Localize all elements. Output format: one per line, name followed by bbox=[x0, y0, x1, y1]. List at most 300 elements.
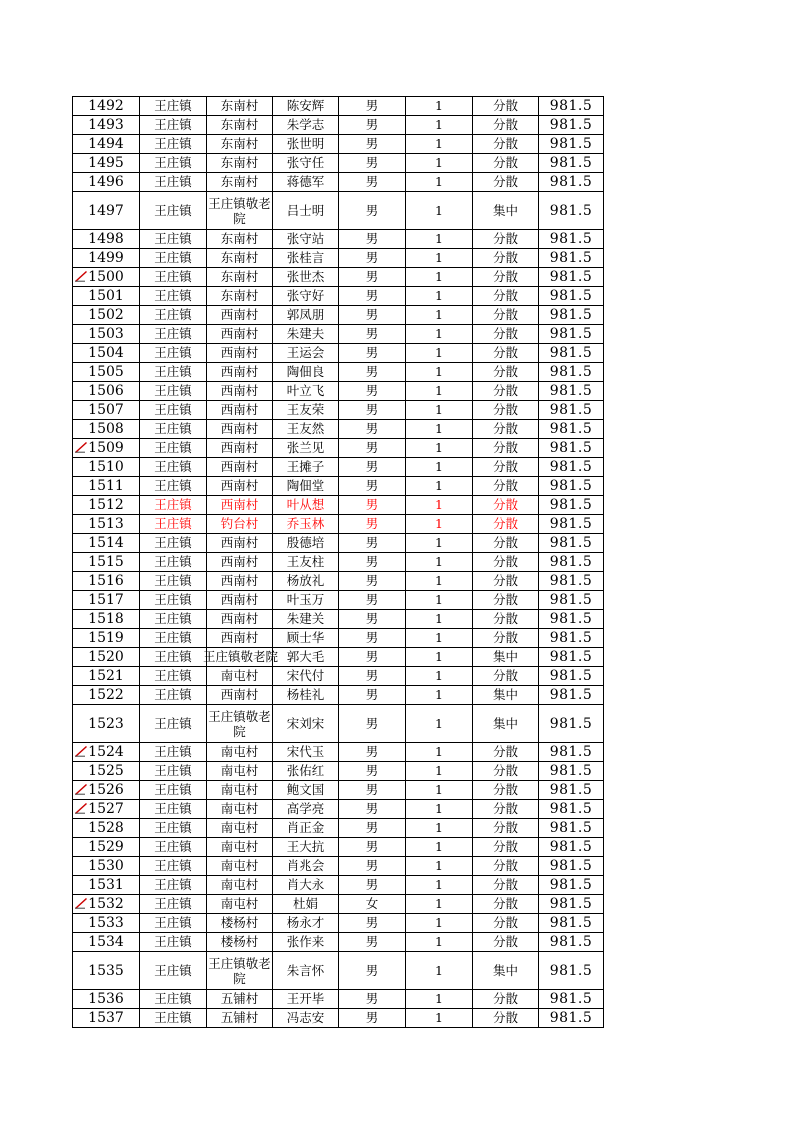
town-cell bbox=[140, 800, 207, 819]
town-text: 王庄镇 bbox=[154, 801, 192, 816]
amount-cell bbox=[539, 135, 604, 154]
gender-cell bbox=[339, 249, 406, 268]
gender-text: 男 bbox=[365, 915, 379, 930]
roster-table bbox=[72, 96, 604, 1028]
comment-marker-icon[interactable] bbox=[75, 442, 87, 453]
no-text: 1528 bbox=[88, 820, 124, 836]
name-text: 朱建关 bbox=[286, 611, 325, 626]
support-type-cell bbox=[473, 1009, 539, 1028]
gender-cell bbox=[339, 306, 406, 325]
amount-cell bbox=[539, 648, 604, 667]
table-row bbox=[73, 952, 604, 990]
gender-text: 男 bbox=[365, 497, 379, 512]
support-type-cell bbox=[473, 268, 539, 287]
town-text: 王庄镇 bbox=[154, 649, 192, 664]
name-text: 张佑红 bbox=[286, 763, 325, 778]
amount-cell bbox=[539, 610, 604, 629]
support-type-cell bbox=[473, 629, 539, 648]
no-text: 1531 bbox=[88, 877, 124, 893]
amount-cell bbox=[539, 363, 604, 382]
village-text: 西南村 bbox=[220, 630, 259, 645]
support-type-cell bbox=[473, 705, 539, 743]
town-cell bbox=[140, 363, 207, 382]
count-cell bbox=[406, 933, 473, 952]
name-cell bbox=[273, 952, 339, 990]
amount-text: 981.5 bbox=[549, 877, 593, 893]
gender-text: 男 bbox=[365, 630, 379, 645]
amount-cell bbox=[539, 876, 604, 895]
amount-text: 981.5 bbox=[549, 744, 593, 760]
gender-text: 男 bbox=[365, 174, 379, 189]
amount-text: 981.5 bbox=[549, 915, 593, 931]
count-cell bbox=[406, 287, 473, 306]
village-cell bbox=[207, 344, 273, 363]
town-text: 王庄镇 bbox=[154, 250, 192, 265]
gender-cell bbox=[339, 363, 406, 382]
type-text: 分散 bbox=[492, 516, 518, 531]
village-cell bbox=[207, 990, 273, 1009]
gender-text: 男 bbox=[365, 231, 379, 246]
no-text: 1501 bbox=[88, 288, 124, 304]
name-cell bbox=[273, 895, 339, 914]
support-type-cell bbox=[473, 781, 539, 800]
count-cell bbox=[406, 401, 473, 420]
type-text: 分散 bbox=[492, 896, 518, 911]
town-text: 王庄镇 bbox=[154, 307, 192, 322]
type-text: 分散 bbox=[492, 630, 518, 645]
name-text: 张桂言 bbox=[286, 250, 325, 265]
town-text: 王庄镇 bbox=[154, 782, 192, 797]
type-text: 分散 bbox=[492, 497, 518, 512]
amount-text: 981.5 bbox=[549, 345, 593, 361]
type-text: 分散 bbox=[492, 592, 518, 607]
name-cell bbox=[273, 116, 339, 135]
serial-number-cell bbox=[73, 439, 140, 458]
village-cell bbox=[207, 743, 273, 762]
no-text: 1514 bbox=[88, 535, 124, 551]
name-text: 冯志安 bbox=[286, 1010, 325, 1025]
support-type-cell bbox=[473, 363, 539, 382]
gender-text: 男 bbox=[365, 858, 379, 873]
no-text: 1535 bbox=[88, 962, 124, 979]
count-text: 1 bbox=[435, 668, 443, 683]
support-type-cell bbox=[473, 477, 539, 496]
amount-text: 981.5 bbox=[549, 269, 593, 285]
no-text: 1511 bbox=[88, 478, 124, 494]
name-cell bbox=[273, 287, 339, 306]
gender-text: 男 bbox=[365, 307, 379, 322]
town-text: 王庄镇 bbox=[154, 155, 192, 170]
name-text: 杨放礼 bbox=[286, 573, 325, 588]
support-type-cell bbox=[473, 838, 539, 857]
name-text: 鲍文国 bbox=[286, 782, 325, 797]
town-cell bbox=[140, 876, 207, 895]
town-text: 王庄镇 bbox=[154, 991, 192, 1006]
amount-cell bbox=[539, 97, 604, 116]
support-type-cell bbox=[473, 420, 539, 439]
count-cell bbox=[406, 515, 473, 534]
gender-text: 男 bbox=[365, 202, 379, 218]
name-text: 张世杰 bbox=[286, 269, 325, 284]
village-text: 西南村 bbox=[220, 326, 259, 341]
amount-cell bbox=[539, 496, 604, 515]
name-text: 宋刘宋 bbox=[286, 715, 325, 731]
gender-cell bbox=[339, 382, 406, 401]
town-cell bbox=[140, 344, 207, 363]
town-cell bbox=[140, 762, 207, 781]
town-text: 王庄镇 bbox=[154, 459, 192, 474]
no-text: 1525 bbox=[88, 763, 124, 779]
gender-text: 男 bbox=[365, 326, 379, 341]
amount-cell bbox=[539, 572, 604, 591]
gender-cell bbox=[339, 1009, 406, 1028]
no-text: 1509 bbox=[88, 440, 124, 456]
town-text: 王庄镇 bbox=[154, 231, 192, 246]
amount-text: 981.5 bbox=[549, 611, 593, 627]
count-text: 1 bbox=[435, 288, 443, 303]
town-text: 王庄镇 bbox=[154, 202, 192, 218]
table-row bbox=[73, 705, 604, 743]
count-text: 1 bbox=[435, 155, 443, 170]
count-cell bbox=[406, 990, 473, 1009]
name-text: 王友然 bbox=[286, 421, 325, 436]
count-text: 1 bbox=[435, 915, 443, 930]
name-cell bbox=[273, 800, 339, 819]
amount-cell bbox=[539, 819, 604, 838]
name-text: 吕士明 bbox=[286, 202, 325, 218]
name-cell bbox=[273, 553, 339, 572]
amount-text: 981.5 bbox=[549, 155, 593, 171]
count-text: 1 bbox=[435, 307, 443, 322]
serial-number-cell bbox=[73, 420, 140, 439]
town-cell bbox=[140, 325, 207, 344]
village-cell bbox=[207, 762, 273, 781]
village-text: 南屯村 bbox=[220, 668, 259, 683]
support-type-cell bbox=[473, 800, 539, 819]
gender-text: 男 bbox=[365, 839, 379, 854]
amount-cell bbox=[539, 306, 604, 325]
count-cell bbox=[406, 952, 473, 990]
town-text: 王庄镇 bbox=[154, 839, 192, 854]
count-text: 1 bbox=[435, 269, 443, 284]
town-text: 王庄镇 bbox=[154, 497, 192, 512]
town-cell bbox=[140, 857, 207, 876]
comment-marker-icon[interactable] bbox=[75, 271, 87, 282]
count-text: 1 bbox=[435, 1010, 443, 1025]
comment-marker-icon[interactable] bbox=[75, 898, 87, 909]
no-text: 1497 bbox=[88, 202, 124, 219]
count-cell bbox=[406, 135, 473, 154]
town-cell bbox=[140, 192, 207, 230]
name-text: 王摊子 bbox=[286, 459, 325, 474]
table-row bbox=[73, 477, 604, 496]
town-text: 王庄镇 bbox=[154, 877, 192, 892]
gender-cell bbox=[339, 914, 406, 933]
village-cell bbox=[207, 876, 273, 895]
amount-cell bbox=[539, 743, 604, 762]
serial-number-cell bbox=[73, 325, 140, 344]
table-row bbox=[73, 686, 604, 705]
name-cell bbox=[273, 857, 339, 876]
count-text: 1 bbox=[435, 592, 443, 607]
serial-number-cell bbox=[73, 97, 140, 116]
name-text: 宋代玉 bbox=[286, 744, 325, 759]
town-text: 王庄镇 bbox=[154, 288, 192, 303]
town-cell bbox=[140, 534, 207, 553]
support-type-cell bbox=[473, 401, 539, 420]
amount-text: 981.5 bbox=[549, 934, 593, 950]
gender-text: 男 bbox=[365, 877, 379, 892]
town-cell bbox=[140, 591, 207, 610]
amount-cell bbox=[539, 192, 604, 230]
no-text: 1537 bbox=[88, 1010, 124, 1026]
name-text: 肖兆会 bbox=[286, 858, 325, 873]
no-text: 1492 bbox=[88, 98, 124, 114]
gender-cell bbox=[339, 116, 406, 135]
amount-text: 981.5 bbox=[549, 440, 593, 456]
no-text: 1510 bbox=[88, 459, 124, 475]
amount-text: 981.5 bbox=[549, 478, 593, 494]
gender-cell bbox=[339, 173, 406, 192]
table-row bbox=[73, 249, 604, 268]
count-text: 1 bbox=[435, 573, 443, 588]
village-text: 东南村 bbox=[220, 288, 259, 303]
table-row bbox=[73, 287, 604, 306]
support-type-cell bbox=[473, 914, 539, 933]
table-row bbox=[73, 781, 604, 800]
count-cell bbox=[406, 914, 473, 933]
gender-text: 男 bbox=[365, 288, 379, 303]
no-text: 1502 bbox=[88, 307, 124, 323]
name-cell bbox=[273, 363, 339, 382]
gender-cell bbox=[339, 610, 406, 629]
amount-cell bbox=[539, 249, 604, 268]
no-text: 1517 bbox=[88, 592, 124, 608]
count-cell bbox=[406, 306, 473, 325]
count-text: 1 bbox=[435, 763, 443, 778]
name-text: 陶佃良 bbox=[286, 364, 325, 379]
no-text: 1532 bbox=[88, 896, 124, 912]
support-type-cell bbox=[473, 325, 539, 344]
name-text: 张守任 bbox=[286, 155, 325, 170]
name-cell bbox=[273, 344, 339, 363]
village-text: 西南村 bbox=[220, 345, 259, 360]
table-row bbox=[73, 515, 604, 534]
no-text: 1507 bbox=[88, 402, 124, 418]
no-text: 1523 bbox=[88, 715, 124, 732]
amount-text: 981.5 bbox=[549, 535, 593, 551]
amount-cell bbox=[539, 477, 604, 496]
gender-text: 男 bbox=[365, 668, 379, 683]
count-text: 1 bbox=[435, 962, 443, 978]
table-row bbox=[73, 572, 604, 591]
town-cell bbox=[140, 287, 207, 306]
count-cell bbox=[406, 325, 473, 344]
town-cell bbox=[140, 382, 207, 401]
serial-number-cell bbox=[73, 838, 140, 857]
type-text: 分散 bbox=[492, 858, 518, 873]
type-text: 集中 bbox=[492, 649, 518, 664]
village-text: 南屯村 bbox=[220, 763, 259, 778]
table-row bbox=[73, 173, 604, 192]
type-text: 分散 bbox=[492, 573, 518, 588]
count-text: 1 bbox=[435, 715, 443, 731]
table-row bbox=[73, 401, 604, 420]
village-cell bbox=[207, 933, 273, 952]
village-text: 西南村 bbox=[220, 497, 259, 512]
type-text: 分散 bbox=[492, 934, 518, 949]
table-row bbox=[73, 534, 604, 553]
amount-text: 981.5 bbox=[549, 307, 593, 323]
support-type-cell bbox=[473, 287, 539, 306]
gender-text: 男 bbox=[365, 155, 379, 170]
town-cell bbox=[140, 895, 207, 914]
count-cell bbox=[406, 781, 473, 800]
village-cell bbox=[207, 496, 273, 515]
village-text: 东南村 bbox=[220, 174, 259, 189]
serial-number-cell bbox=[73, 1009, 140, 1028]
town-cell bbox=[140, 515, 207, 534]
gender-text: 男 bbox=[365, 98, 379, 113]
village-text: 东南村 bbox=[220, 98, 259, 113]
serial-number-cell bbox=[73, 914, 140, 933]
support-type-cell bbox=[473, 439, 539, 458]
amount-cell bbox=[539, 781, 604, 800]
serial-number-cell bbox=[73, 135, 140, 154]
amount-text: 981.5 bbox=[549, 896, 593, 912]
amount-cell bbox=[539, 515, 604, 534]
serial-number-cell bbox=[73, 477, 140, 496]
table-row bbox=[73, 610, 604, 629]
no-text: 1529 bbox=[88, 839, 124, 855]
town-cell bbox=[140, 154, 207, 173]
gender-text: 男 bbox=[365, 934, 379, 949]
table-row bbox=[73, 648, 604, 667]
village-text: 南屯村 bbox=[220, 839, 259, 854]
name-cell bbox=[273, 268, 339, 287]
town-cell bbox=[140, 819, 207, 838]
count-text: 1 bbox=[435, 326, 443, 341]
gender-text: 男 bbox=[365, 554, 379, 569]
gender-cell bbox=[339, 477, 406, 496]
name-text: 陶佃堂 bbox=[286, 478, 325, 493]
town-text: 王庄镇 bbox=[154, 820, 192, 835]
count-text: 1 bbox=[435, 440, 443, 455]
gender-cell bbox=[339, 667, 406, 686]
comment-marker-icon[interactable] bbox=[75, 803, 87, 814]
town-cell bbox=[140, 477, 207, 496]
village-cell bbox=[207, 838, 273, 857]
count-cell bbox=[406, 534, 473, 553]
town-text: 王庄镇 bbox=[154, 1010, 192, 1025]
support-type-cell bbox=[473, 458, 539, 477]
support-type-cell bbox=[473, 572, 539, 591]
support-type-cell bbox=[473, 192, 539, 230]
type-text: 分散 bbox=[492, 307, 518, 322]
type-text: 分散 bbox=[492, 801, 518, 816]
no-text: 1498 bbox=[88, 231, 124, 247]
serial-number-cell bbox=[73, 648, 140, 667]
town-text: 王庄镇 bbox=[154, 383, 192, 398]
town-text: 王庄镇 bbox=[154, 630, 192, 645]
no-text: 1533 bbox=[88, 915, 124, 931]
gender-cell bbox=[339, 648, 406, 667]
town-cell bbox=[140, 268, 207, 287]
amount-text: 981.5 bbox=[549, 962, 593, 979]
village-cell bbox=[203, 648, 279, 667]
village-text: 南屯村 bbox=[220, 744, 259, 759]
serial-number-cell bbox=[73, 173, 140, 192]
count-cell bbox=[406, 382, 473, 401]
support-type-cell bbox=[473, 496, 539, 515]
town-cell bbox=[140, 743, 207, 762]
village-cell bbox=[207, 952, 273, 990]
support-type-cell bbox=[473, 743, 539, 762]
town-text: 王庄镇 bbox=[154, 715, 192, 731]
gender-text: 男 bbox=[365, 649, 379, 664]
count-text: 1 bbox=[435, 611, 443, 626]
count-text: 1 bbox=[435, 202, 443, 218]
name-cell bbox=[273, 382, 339, 401]
name-cell bbox=[273, 629, 339, 648]
no-text: 1520 bbox=[88, 649, 124, 665]
gender-cell bbox=[339, 230, 406, 249]
gender-cell bbox=[339, 192, 406, 230]
gender-cell bbox=[339, 325, 406, 344]
count-cell bbox=[406, 610, 473, 629]
name-cell bbox=[273, 325, 339, 344]
count-cell bbox=[406, 1009, 473, 1028]
type-text: 分散 bbox=[492, 155, 518, 170]
town-cell bbox=[140, 249, 207, 268]
no-text: 1499 bbox=[88, 250, 124, 266]
amount-cell bbox=[539, 420, 604, 439]
village-cell bbox=[207, 819, 273, 838]
table-row bbox=[73, 667, 604, 686]
town-cell bbox=[140, 230, 207, 249]
comment-marker-icon[interactable] bbox=[75, 784, 87, 795]
village-text: 西南村 bbox=[220, 573, 259, 588]
village-text: 南屯村 bbox=[220, 896, 259, 911]
serial-number-cell bbox=[73, 629, 140, 648]
no-text: 1506 bbox=[88, 383, 124, 399]
serial-number-cell bbox=[73, 458, 140, 477]
count-cell bbox=[406, 648, 473, 667]
table-row bbox=[73, 154, 604, 173]
amount-text: 981.5 bbox=[549, 554, 593, 570]
amount-cell bbox=[539, 1009, 604, 1028]
comment-marker-icon[interactable] bbox=[75, 746, 87, 757]
name-text: 陈安辉 bbox=[286, 98, 325, 113]
serial-number-cell bbox=[73, 306, 140, 325]
support-type-cell bbox=[473, 249, 539, 268]
name-text: 高学亮 bbox=[286, 801, 325, 816]
gender-cell bbox=[339, 857, 406, 876]
gender-text: 男 bbox=[365, 345, 379, 360]
town-cell bbox=[140, 420, 207, 439]
village-text: 东南村 bbox=[220, 136, 259, 151]
type-text: 分散 bbox=[492, 459, 518, 474]
name-cell bbox=[273, 1009, 339, 1028]
type-text: 分散 bbox=[492, 402, 518, 417]
no-text: 1512 bbox=[88, 497, 124, 513]
village-text: 南屯村 bbox=[220, 801, 259, 816]
amount-text: 981.5 bbox=[549, 820, 593, 836]
amount-cell bbox=[539, 705, 604, 743]
count-cell bbox=[406, 192, 473, 230]
name-cell bbox=[273, 97, 339, 116]
gender-text: 男 bbox=[365, 459, 379, 474]
